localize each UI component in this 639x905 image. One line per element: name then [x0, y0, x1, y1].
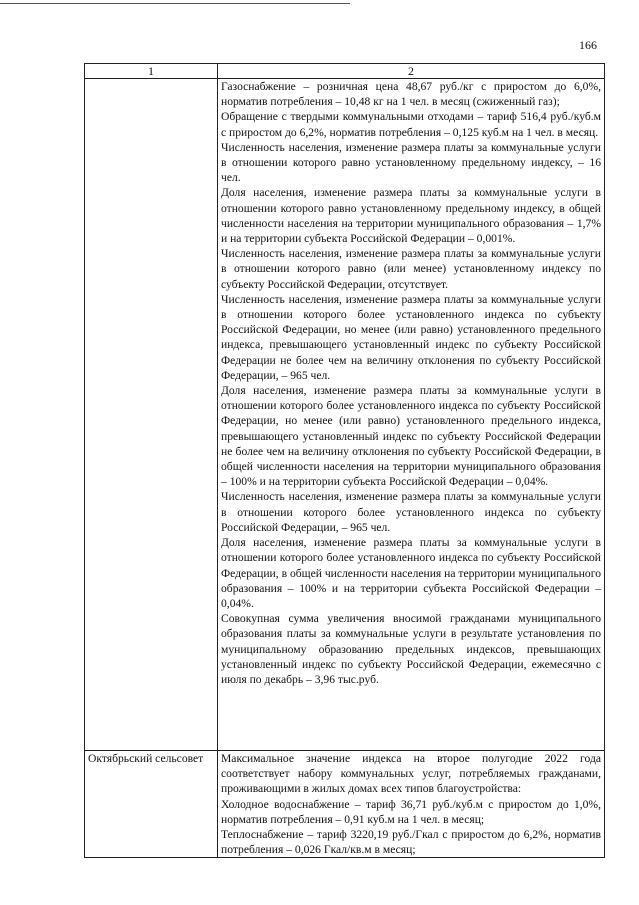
table-header-row — [85, 64, 605, 79]
paragraph: Доля населения, изменение размера платы за коммунальные услуги в отношении которого более установленного индекса по субъекту Российской Федерации, в общей численности населения на территории муниципального образования – 100% и на территории субъекта Российской Федерации – 0,04%. — [221, 536, 601, 610]
paragraph: Максимальное значение индекса на второе полугодие 2022 года соответствует набору коммунальных услуг, потребляемых гражданами, проживающими в жилых домах всех типов благоустройства: — [221, 752, 601, 796]
paragraph: Обращение с твердыми коммунальными отходами – тариф 516,4 руб./куб.м с приростом до 6,2%, норматив потребления – 0,125 куб.м на 1 чел. в месяц. — [221, 110, 601, 139]
paragraph: Численность населения, изменение размера платы за коммунальные услуги в отношении которого равно установленному предельному индексу, – 16 чел. — [221, 140, 601, 185]
table-row — [85, 79, 605, 751]
paragraph: Доля населения, изменение размера платы за коммунальные услуги в отношении которого более установленного индекса по субъекту Российской Федерации, но менее (или равно) установленного предельного индекса, превышающего установленный индекс по субъекту Российской Федерации не более чем на величину отклонения по субъекту Российской Федерации, в общей численности населения на территории муниципального образования – 100% и на территории субъекта Российской Федерации – 0,04%. — [221, 384, 601, 489]
table-row — [85, 751, 605, 858]
region-cell: Октябрьский сельсовет — [85, 751, 218, 858]
paragraph: Холодное водоснабжение – тариф 36,71 руб./куб.м с приростом до 1,0%, норматив потребления – 0,91 куб.м на 1 чел. в месяц; — [221, 797, 601, 826]
column-header-2: 2 — [218, 64, 605, 79]
region-cell — [85, 79, 218, 751]
description-cell — [218, 79, 605, 751]
document-table — [84, 63, 605, 858]
description-cell — [218, 751, 605, 858]
paragraph: Газоснабжение – розничная цена 48,67 руб./кг с приростом до 6,0%, норматив потребления – 10,48 кг на 1 чел. в месяц (сжиженный газ); — [221, 80, 601, 109]
paragraph: Численность населения, изменение размера платы за коммунальные услуги в отношении которого равно (или менее) установленному индексу по субъекту Российской Федерации, отсутствует. — [221, 247, 601, 291]
top-rule — [0, 3, 350, 4]
column-header-1: 1 — [85, 64, 218, 79]
paragraph: Доля населения, изменение размера платы за коммунальные услуги в отношении которого равно установленному предельному индексу, в общей численности населения на территории муниципального образования – 1,7% и на территории субъекта Российской Федерации – 0,001%. — [221, 186, 601, 246]
paragraph: Численность населения, изменение размера платы за коммунальные услуги в отношении которого более установленного индекса по субъекту Российской Федерации, но менее (или равно) установленного предельного индекса, превышающего установленный индекс по субъекту Российской Федерации не более чем на величину отклонения по субъекту Российской Федерации, – 965 чел. — [221, 292, 601, 382]
paragraph: Теплоснабжение – тариф 3220,19 руб./Гкал с приростом до 6,2%, норматив потребления – 0,026 Гкал/кв.м в месяц; — [221, 828, 601, 857]
page-number: 166 — [579, 38, 597, 52]
paragraph: Совокупная сумма увеличения вносимой гражданами муниципального образования платы за коммунальные услуги в результате установления по муниципальному образованию предельных индексов, превышающих установленный индекс по субъекту Российской Федерации, ежемесячно с июля по декабрь – 3,96 тыс.руб. — [221, 612, 601, 686]
paragraph: Численность населения, изменение размера платы за коммунальные услуги в отношении которого более установленного индекса по субъекту Российской Федерации, – 965 чел. — [221, 490, 601, 534]
